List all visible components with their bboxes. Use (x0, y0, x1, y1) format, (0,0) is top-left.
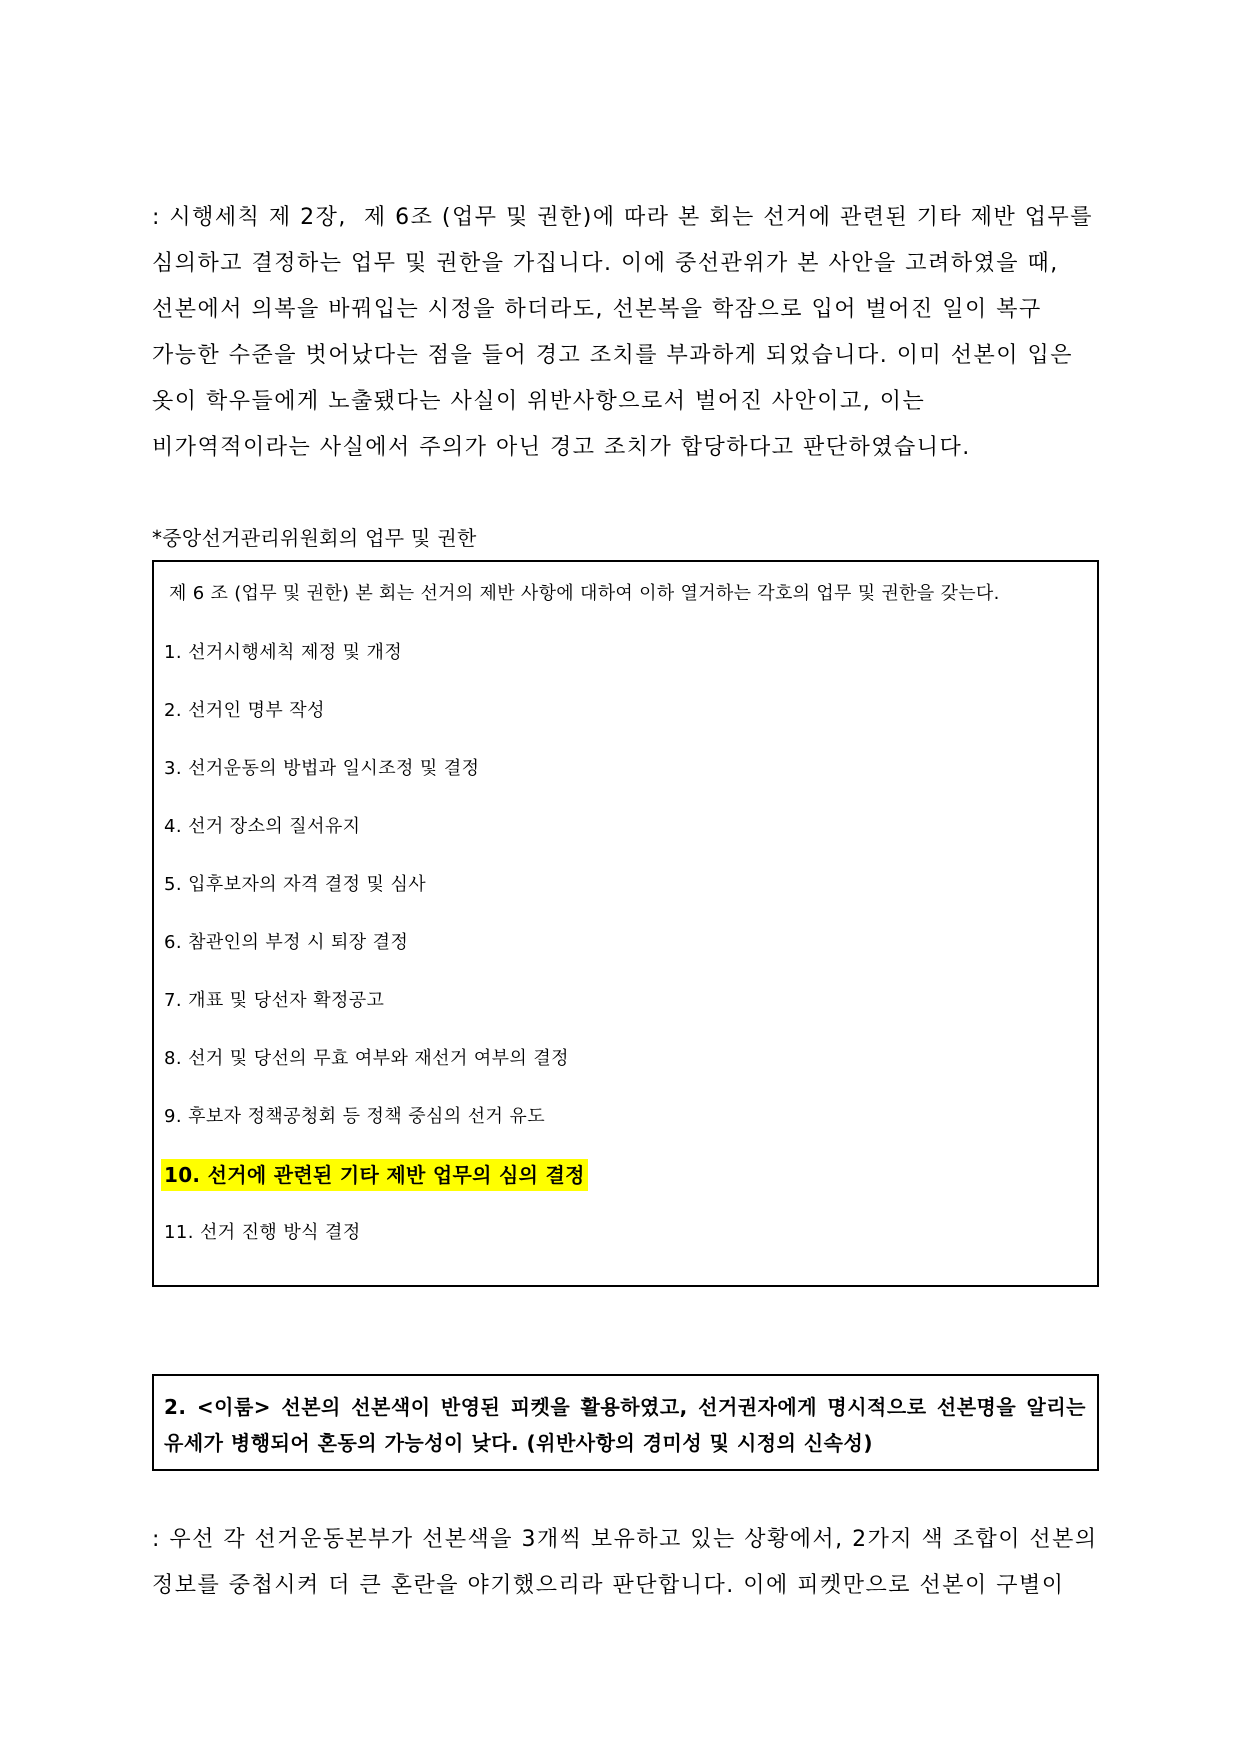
list-item-text: 8. 선거 및 당선의 무효 여부와 재선거 여부의 결정 (164, 1048, 569, 1069)
list-item-text: 3. 선거운동의 방법과 일시조정 및 결정 (164, 758, 480, 779)
list-item-highlighted (164, 1146, 1087, 1204)
paragraph-line: 정보를 중첩시켜 더 큰 혼란을 야기했으리라 판단합니다. 이에 피켓만으로 선본이 구별이 (152, 1573, 1065, 1598)
paragraph-line: : 우선 각 선거운동본부가 선본색을 3개씩 보유하고 있는 상황에서, 2가지 색 조합이 선본의 (152, 1527, 1098, 1552)
highlighted-list-item-text: 10. 선거에 관련된 기타 제반 업무의 심의 결정 (161, 1159, 588, 1191)
paragraph-line: 옷이 학우들에게 노출됐다는 사실이 위반사항으로서 벌어진 사안이고, 이는 (152, 389, 926, 414)
list-item (164, 1088, 1087, 1146)
list-item (164, 740, 1087, 798)
paragraph-line: 비가역적이라는 사실에서 주의가 아닌 경고 조치가 합당하다고 판단하였습니다. (152, 435, 971, 460)
list-item (164, 914, 1087, 972)
list-item-text: 5. 입후보자의 자격 결정 및 심사 (164, 874, 427, 895)
list-item-text: 11. 선거 진행 방식 결정 (164, 1222, 361, 1243)
list-item-text: 2. 선거인 명부 작성 (164, 700, 325, 721)
paragraph-line: : 시행세칙 제 2장, 제 6조 (업무 및 권한)에 따라 본 회는 선거에 관련된 기타 제반 업무를 (152, 205, 1094, 230)
paragraph-line: 가능한 수준을 벗어났다는 점을 들어 경고 조치를 부과하게 되었습니다. 이미 선본이 입은 (152, 343, 1073, 368)
article-list (164, 624, 1087, 1262)
ruling-explanation-paragraph (152, 195, 1098, 471)
paragraph-line: 심의하고 결정하는 업무 및 권한을 가집니다. 이에 중선관위가 본 사안을 고려하였을 때, (152, 251, 1059, 276)
article-box (152, 560, 1099, 1287)
list-item-text: 9. 후보자 정책공청회 등 정책 중심의 선거 유도 (164, 1106, 546, 1127)
argument-point-box (152, 1374, 1099, 1471)
list-item (164, 624, 1087, 682)
article-heading: 제 6 조 (업무 및 권한) 본 회는 선거의 제반 사항에 대하여 이하 열거하는 각호의 업무 및 권한을 갖는다. (169, 583, 1000, 604)
list-item (164, 682, 1087, 740)
point-line: 유세가 병행되어 혼동의 가능성이 낮다. (위반사항의 경미성 및 시정의 신속성) (164, 1431, 873, 1455)
list-item (164, 1204, 1087, 1262)
analysis-paragraph (152, 1517, 1098, 1609)
list-item-text: 4. 선거 장소의 질서유지 (164, 816, 361, 837)
point-line: 2. <이룸> 선본의 선본색이 반영된 피켓을 활용하였고, 선거권자에게 명시적으로 선본명을 알리는 (164, 1395, 1086, 1419)
list-item (164, 1030, 1087, 1088)
list-item (164, 798, 1087, 856)
list-item-text: 1. 선거시행세칙 제정 및 개정 (164, 642, 403, 663)
list-item (164, 972, 1087, 1030)
list-item (164, 856, 1087, 914)
list-item-text: 7. 개표 및 당선자 확정공고 (164, 990, 385, 1011)
section-caption: *중앙선거관리위원회의 업무 및 권한 (152, 526, 477, 550)
list-item-text: 6. 참관인의 부정 시 퇴장 결정 (164, 932, 409, 953)
paragraph-line: 선본에서 의복을 바꿔입는 시정을 하더라도, 선본복을 학잠으로 입어 벌어진 일이 복구 (152, 297, 1042, 322)
